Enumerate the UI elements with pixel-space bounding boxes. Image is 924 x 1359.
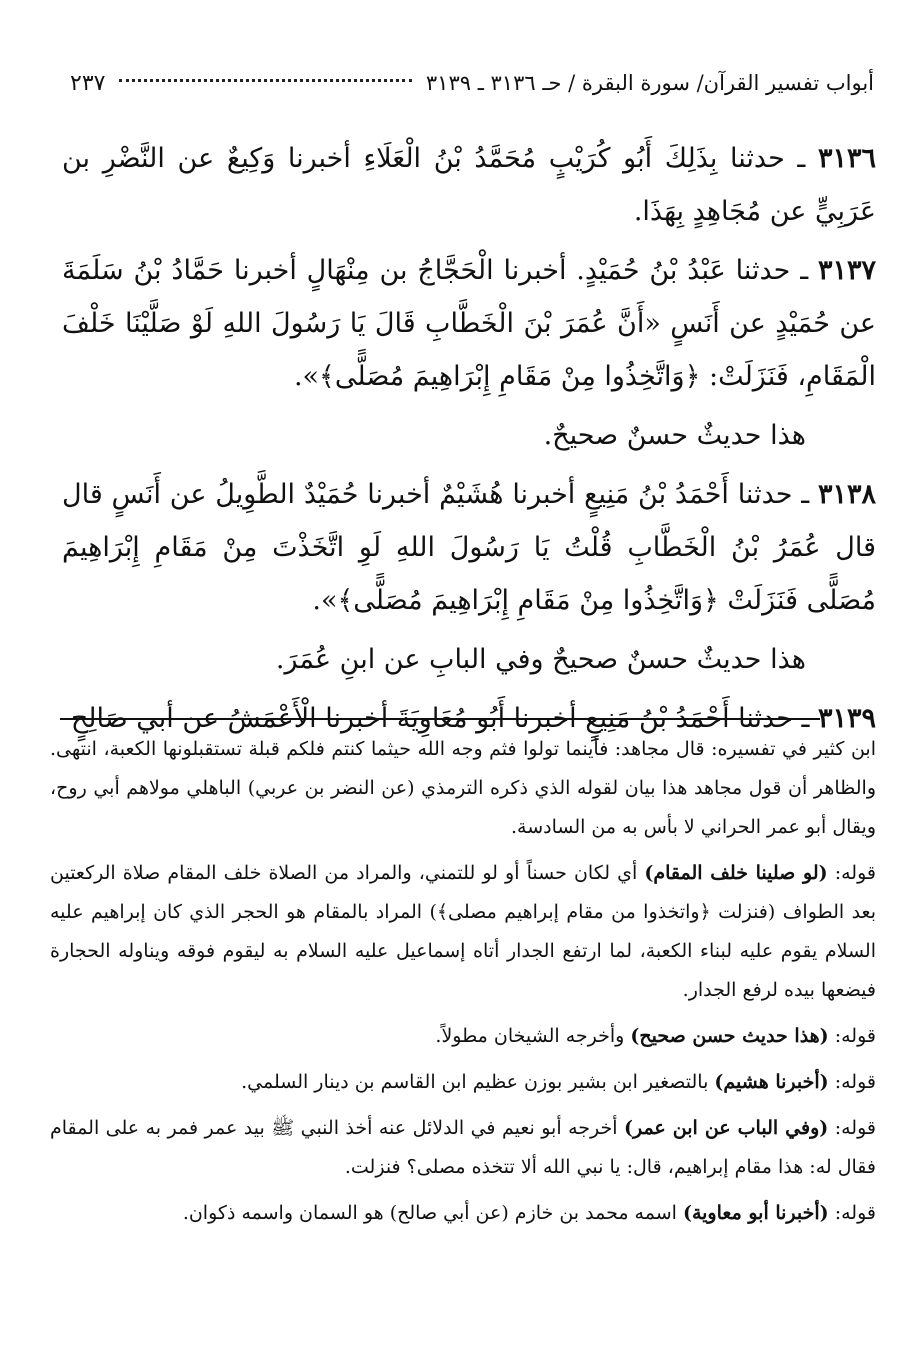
hadith-text: ـ حدثنا بِذَلِكَ أَبُو كُرَيْبٍ مُحَمَّدُ بْنُ الْعَلَاءِ أخبرنا وَكِيعٌ عن النَّضْرِ بن عَرَبِيٍّ عن مُجَاهِدٍ بِهَذَا. xyxy=(62,143,876,227)
commentary-paragraph xyxy=(50,730,876,847)
note-quote: (وفي الباب عن ابن عمر) xyxy=(623,1117,829,1139)
note-text: أخرجه أبو نعيم في الدلائل عنه أخذ النبي ﷺ بيد عمر فمر به على المقام فقال له: هذا مقام إبراهيم، قال: يا نبي الله ألا تتخذه مصلى؟ فنزلت. xyxy=(50,1117,876,1178)
hadith-3136 xyxy=(62,132,876,238)
hadith-number: ٣١٣٧ xyxy=(817,255,876,286)
note-quote: (لو صلينا خلف المقام) xyxy=(644,862,828,884)
hadith-text: ـ حدثنا أَحْمَدُ بْنُ مَنِيعٍ أخبرنا أَبُو مُعَاوِيَةَ أخبرنا الْأَعْمَشُ عن أبي صَالِحٍ xyxy=(70,703,818,734)
hadith-grade: هذا حديثٌ حسنٌ صحيحٌ. xyxy=(543,420,806,451)
note-text: اسمه محمد بن خازم (عن أبي صالح) هو السمان واسمه ذكوان. xyxy=(182,1202,683,1224)
hadith-grade: هذا حديثٌ حسنٌ صحيحٌ وفي البابِ عن ابنِ عُمَرَ. xyxy=(275,644,806,675)
commentary xyxy=(50,730,876,1240)
commentary-paragraph xyxy=(50,1194,876,1233)
note-quote: (أخبرنا هشيم) xyxy=(714,1071,829,1093)
running-title: أبواب تفسير القرآن/ سورة البقرة / حـ ٣١٣٦ ـ ٣١٣٩ xyxy=(425,71,874,95)
hadith-number: ٣١٣٩ xyxy=(817,703,876,734)
note-text: وأخرجه الشيخان مطولاً. xyxy=(435,1025,631,1047)
note-prefix: قوله: xyxy=(828,1117,876,1139)
note-prefix: قوله: xyxy=(827,862,876,884)
note-prefix: قوله: xyxy=(828,1071,876,1093)
footnote-divider xyxy=(60,718,820,720)
hadith-number: ٣١٣٦ xyxy=(817,143,876,174)
commentary-paragraph xyxy=(50,1063,876,1102)
dotted-leader xyxy=(119,79,411,82)
note-quote: (أخبرنا أبو معاوية) xyxy=(682,1202,829,1224)
hadith-3137 xyxy=(62,244,876,403)
page-number: ٢٣٧ xyxy=(70,70,106,96)
main-text xyxy=(62,132,876,751)
commentary-paragraph xyxy=(50,1017,876,1056)
hadith-text: ـ حدثنا أَحْمَدُ بْنُ مَنِيعٍ أخبرنا هُشَيْمٌ أخبرنا حُمَيْدٌ الطَّوِيلُ عن أَنَسٍ قال قال عُمَرُ بْنُ الْخَطَّابِ قُلْتُ يَا رَسُولَ اللهِ لَوِ اتَّخَذْتَ مِنْ مَقَامِ إِبْرَاهِيمَ مُصَلًّى فَنَزَلَتْ ﴿وَاتَّخِذُوا مِنْ مَقَامِ إِبْرَاهِيمَ مُصَلًّى﴾». xyxy=(62,479,876,616)
hadith-3138 xyxy=(62,468,876,627)
hadith-number: ٣١٣٨ xyxy=(817,479,876,510)
note-text: ابن كثير في تفسيره: قال مجاهد: فأينما تولوا فثم وجه الله حيثما كنتم فلكم قبلة تستقبلونها الكعبة، انتهى. والظاهر أن قول مجاهد هذا بيان لقوله الذي ذكره الترمذي (عن النضر بن عربي) الباهلي مولاهم أبي روح، ويقال أبو عمر الحراني لا بأس به من السادسة. xyxy=(50,738,876,838)
note-text: أي لكان حسناً أو لو للتمني، والمراد من الصلاة خلف المقام صلاة الركعتين بعد الطواف (فنزلت ﴿واتخذوا من مقام إبراهيم مصلى﴾) المراد بالمقام هو الحجر الذي كان إبراهيم عليه السلام يقوم عليه لبناء الكعبة، لما ارتفع الجدار أتاه إسماعيل عليه السلام به ليقوم فوقه ويناوله الحجارة فيضعها بيده لرفع الجدار. xyxy=(50,862,876,1001)
commentary-paragraph xyxy=(50,854,876,1010)
hadith-text: ـ حدثنا عَبْدُ بْنُ حُمَيْدٍ. أخبرنا الْحَجَّاجُ بن مِنْهَالٍ أخبرنا حَمَّادُ بْنُ سَلَمَةَ عن حُمَيْدٍ عن أَنَسٍ «أَنَّ عُمَرَ بْنَ الْخَطَّابِ قَالَ يَا رَسُولَ اللهِ لَوْ صَلَّيْنَا خَلْفَ الْمَقَامِ، فَنَزَلَتْ: ﴿وَاتَّخِذُوا مِنْ مَقَامِ إِبْرَاهِيمَ مُصَلًّى﴾». xyxy=(62,255,876,392)
note-prefix: قوله: xyxy=(828,1202,876,1224)
note-prefix: قوله: xyxy=(828,1025,876,1047)
commentary-paragraph xyxy=(50,1109,876,1187)
page-header xyxy=(70,64,874,102)
note-text: بالتصغير ابن بشير بوزن عظيم ابن القاسم بن دينار السلمي. xyxy=(241,1071,715,1093)
note-quote: (هذا حديث حسن صحيح) xyxy=(630,1025,829,1047)
